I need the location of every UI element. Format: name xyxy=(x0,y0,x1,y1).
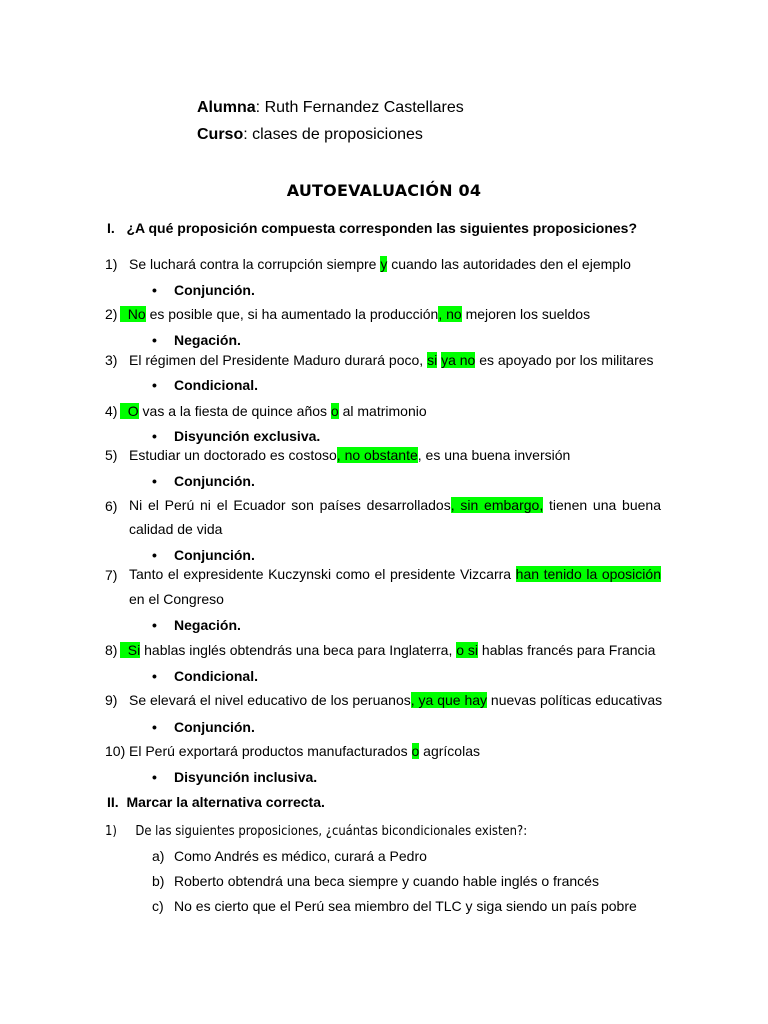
item-text xyxy=(129,743,480,759)
item-number: 9) xyxy=(105,692,118,708)
highlighted-connector: No xyxy=(120,306,146,322)
text-part: hablas francés para Francia xyxy=(478,642,656,658)
item-number: 6) xyxy=(105,498,118,514)
answer-text: Negación. xyxy=(174,617,241,633)
highlighted-connector: , no xyxy=(438,306,462,322)
highlighted-connector: , sin embargo, xyxy=(450,497,544,513)
answer-text: Disyunción exclusiva. xyxy=(174,428,321,444)
answer-text: Disyunción inclusiva. xyxy=(174,769,318,785)
item-text xyxy=(120,403,427,419)
highlighted-connector: , no obstante xyxy=(336,447,418,463)
section-1-number: I. xyxy=(107,220,115,236)
section-1-heading xyxy=(107,220,637,236)
course-line xyxy=(197,126,423,144)
section-1-title: ¿A qué proposición compuesta corresponden las siguientes proposiciones? xyxy=(126,220,638,236)
question-number: 1) xyxy=(105,823,117,839)
item-number: 5) xyxy=(105,447,118,463)
highlighted-connector: o si xyxy=(456,642,479,658)
item-text xyxy=(120,642,655,658)
highlighted-connector: Si xyxy=(120,642,141,658)
item-number: 1) xyxy=(105,256,118,272)
text-part: tienen una buena calidad de vida xyxy=(129,497,661,537)
option-text: Roberto obtendrá una beca siempre y cuando hable inglés o francés xyxy=(174,873,599,889)
section-2-heading xyxy=(107,794,325,810)
answer xyxy=(152,377,258,393)
section-2-title: Marcar la alternativa correcta. xyxy=(126,794,325,810)
item-text xyxy=(129,352,654,368)
document-title: AUTOEVALUACIÓN 04 xyxy=(286,181,482,200)
item-number: 3) xyxy=(105,352,118,368)
answer-text: Conjunción. xyxy=(174,282,255,298)
answer xyxy=(152,769,317,785)
item-text xyxy=(120,306,590,322)
highlighted-connector: ya no xyxy=(441,352,476,368)
item-text xyxy=(129,447,570,463)
text-part: hablas inglés obtendrás una beca para Inglaterra, xyxy=(140,642,457,658)
student-label: Alumna xyxy=(197,99,256,116)
text-part: Estudiar un doctorado es costoso xyxy=(129,447,337,463)
bullet-icon: • xyxy=(152,332,157,348)
item-text xyxy=(129,692,662,708)
text-part: al matrimonio xyxy=(338,403,427,419)
question-text: De las siguientes proposiciones, ¿cuántas bicondicionales existen?: xyxy=(135,823,528,839)
answer xyxy=(152,617,241,633)
question-line xyxy=(105,823,527,839)
item-text xyxy=(129,256,631,272)
highlighted-connector: o xyxy=(330,403,339,419)
item-number: 8) xyxy=(105,642,118,658)
answer xyxy=(152,668,258,684)
answer-text: Condicional. xyxy=(174,668,258,684)
text-part: cuando las autoridades den el ejemplo xyxy=(387,256,631,272)
text-part: agrícolas xyxy=(419,743,480,759)
item-text xyxy=(129,562,661,612)
student-line xyxy=(197,99,464,117)
answer xyxy=(152,332,241,348)
text-part: en el Congreso xyxy=(129,591,224,607)
text-part: nuevas políticas educativas xyxy=(487,692,663,708)
course-name: : clases de proposiciones xyxy=(243,126,423,143)
highlighted-connector: o xyxy=(411,743,420,759)
answer xyxy=(152,719,255,735)
answer xyxy=(152,428,320,444)
text-part: El régimen del Presidente Maduro durará poco, xyxy=(129,352,428,368)
answer-text: Conjunción. xyxy=(174,719,255,735)
answer xyxy=(152,282,255,298)
text-part: vas a la fiesta de quince años xyxy=(138,403,331,419)
answer xyxy=(152,473,255,489)
item-number: 7) xyxy=(105,567,118,583)
item-number: 10) xyxy=(105,743,126,759)
text-part: es apoyado por los militares xyxy=(475,352,654,368)
answer-text: Conjunción. xyxy=(174,547,255,563)
option-text: No es cierto que el Perú sea miembro del TLC y siga siendo un país pobre xyxy=(174,898,637,914)
text-part: Se luchará contra la corrupción siempre xyxy=(129,256,381,272)
answer-text: Negación. xyxy=(174,332,241,348)
item-number: 4) xyxy=(105,403,118,419)
bullet-icon: • xyxy=(152,428,157,444)
bullet-icon: • xyxy=(152,668,157,684)
highlighted-connector: , ya que hay xyxy=(410,692,488,708)
bullet-icon: • xyxy=(152,547,157,563)
text-part: Se elevará el nivel educativo de los peruanos xyxy=(129,692,411,708)
answer xyxy=(152,547,255,563)
highlighted-connector: y xyxy=(380,256,388,272)
text-part: Tanto el expresidente Kuczynski como el presidente Vizcarra xyxy=(129,566,516,582)
course-label: Curso xyxy=(197,126,244,143)
bullet-icon: • xyxy=(152,617,157,633)
option-letter: a) xyxy=(152,848,165,864)
text-part: es posible que, si ha aumentado la producción xyxy=(145,306,439,322)
text-part: , es una buena inversión xyxy=(417,447,571,463)
bullet-icon: • xyxy=(152,377,157,393)
option-letter: b) xyxy=(152,873,165,889)
student-name: : Ruth Fernandez Castellares xyxy=(255,99,464,116)
bullet-icon: • xyxy=(152,473,157,489)
option-letter: c) xyxy=(152,898,164,914)
text-part: El Perú exportará productos manufacturados xyxy=(129,743,412,759)
answer-text: Conjunción. xyxy=(174,473,255,489)
item-text xyxy=(129,493,661,541)
option-text: Como Andrés es médico, curará a Pedro xyxy=(174,848,427,864)
section-2-number: II. xyxy=(107,794,119,810)
text-part: Ni el Perú ni el Ecuador son países desarrollados xyxy=(129,497,451,513)
highlighted-connector: si xyxy=(427,352,438,368)
highlighted-connector: O xyxy=(120,403,139,419)
bullet-icon: • xyxy=(152,719,157,735)
bullet-icon: • xyxy=(152,282,157,298)
bullet-icon: • xyxy=(152,769,157,785)
highlighted-connector: han tenido la oposición xyxy=(515,566,661,582)
answer-text: Condicional. xyxy=(174,377,258,393)
item-number: 2) xyxy=(105,306,118,322)
text-part: mejoren los sueldos xyxy=(461,306,591,322)
